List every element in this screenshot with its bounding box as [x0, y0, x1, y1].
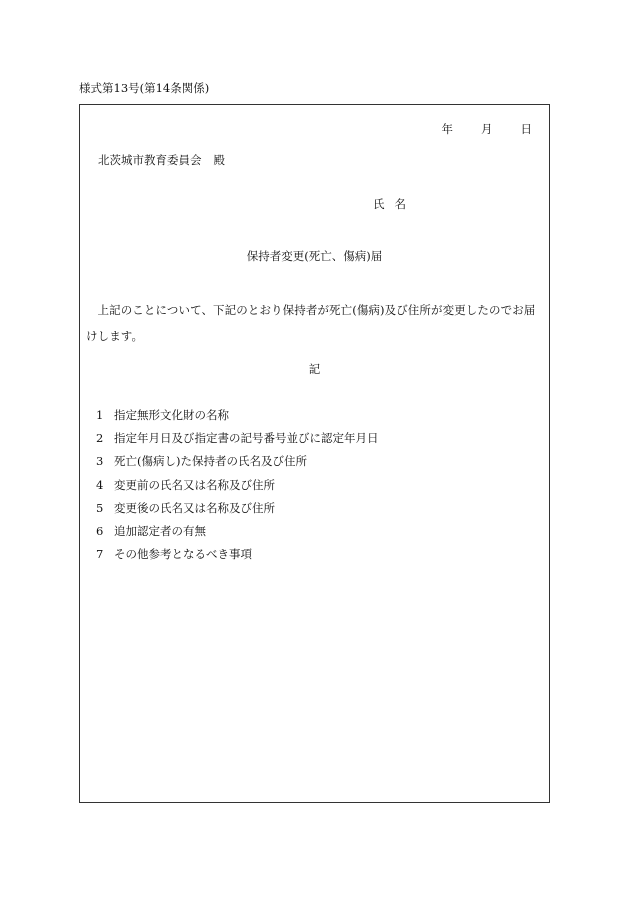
list-item [96, 477, 379, 500]
list-item [96, 453, 379, 476]
form-number: 様式第13号(第14条関係) [79, 81, 210, 95]
date-line [442, 121, 533, 137]
item-text: 指定無形文化財の名称 [114, 408, 229, 422]
addressee [98, 152, 225, 168]
date-year: 年 [441, 122, 453, 136]
item-number: 5 [96, 500, 104, 515]
item-text: その他参考となるべき事項 [114, 547, 252, 562]
signer-name-label [373, 196, 406, 212]
signer-label-1: 氏 [373, 197, 385, 211]
item-text: 変更前の氏名又は名称及び住所 [114, 477, 275, 492]
item-text: 変更後の氏名又は名称及び住所 [114, 500, 275, 515]
addressee-name: 北茨城市教育委員会 [98, 153, 202, 167]
item-number: 7 [96, 547, 104, 562]
item-number: 1 [96, 408, 104, 422]
item-number: 4 [96, 477, 104, 492]
ki-heading: 記 [308, 362, 321, 376]
form-frame [79, 104, 550, 803]
item-number: 6 [96, 523, 104, 538]
date-day: 日 [520, 122, 532, 136]
date-month: 月 [481, 122, 493, 136]
item-list [96, 407, 379, 569]
item-text: 指定年月日及び指定書の記号番号並びに認定年月日 [114, 431, 379, 446]
signer-label-2: 名 [394, 197, 406, 211]
list-item [96, 523, 379, 546]
document-title: 保持者変更(死亡、傷病)届 [246, 249, 383, 263]
item-text: 死亡(傷病し)た保持者の氏名及び住所 [114, 454, 307, 469]
addressee-honorific: 殿 [213, 153, 225, 167]
body-text: 上記のことについて、下記のとおり保持者が死亡(傷病)及び住所が変更したのでお届けします。 [86, 303, 536, 343]
list-item [96, 546, 379, 569]
list-item [96, 430, 379, 453]
item-text: 追加認定者の有無 [114, 523, 206, 538]
item-number: 3 [96, 454, 104, 469]
item-number: 2 [96, 431, 104, 446]
list-item [96, 500, 379, 523]
list-item [96, 407, 379, 430]
